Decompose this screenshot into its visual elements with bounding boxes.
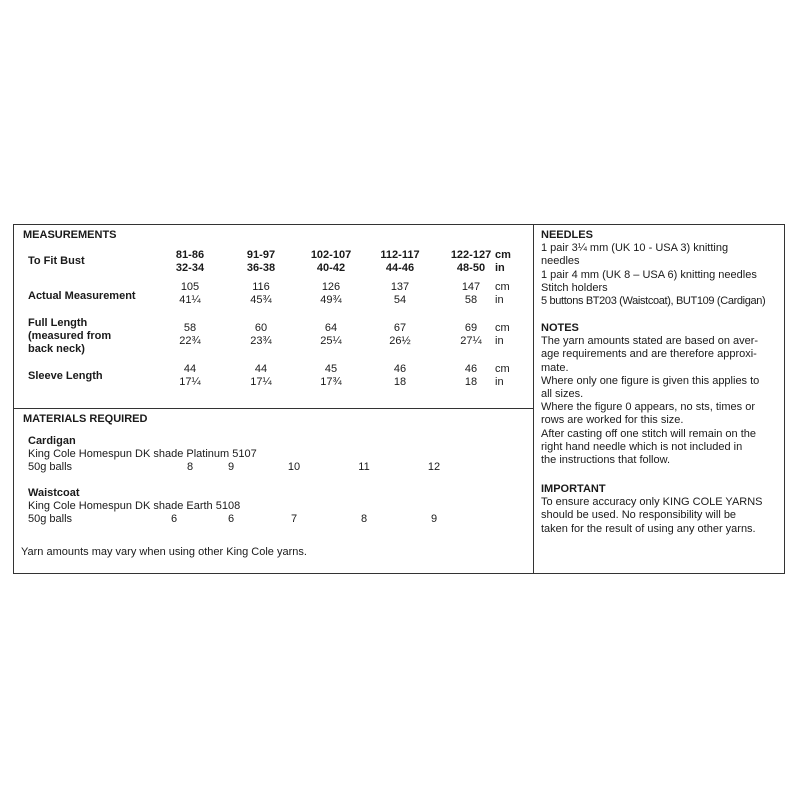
- yarn-note: Yarn amounts may vary when using other King Cole yarns.: [21, 546, 307, 558]
- notes-line: Where only one figure is given this applies to: [541, 374, 760, 387]
- unit-in: in: [495, 262, 505, 274]
- column-divider: [533, 225, 534, 573]
- actual-in-5: 58: [464, 294, 478, 306]
- size-in-5: 48-50: [456, 262, 486, 274]
- cardigan-yarn: King Cole Homespun DK shade Platinum 5107: [28, 448, 257, 460]
- length-cm-1: 58: [183, 322, 197, 334]
- size-in-1: 32-34: [175, 262, 205, 274]
- actual-cm-4: 137: [390, 281, 410, 293]
- sleeve-in-3: 17¾: [320, 376, 342, 388]
- important-section: [541, 483, 781, 536]
- needles-line: needles: [541, 255, 580, 268]
- waistcoat-balls-label: 50g balls: [28, 513, 73, 525]
- sleeve-in-4: 18: [393, 376, 407, 388]
- materials-title: MATERIALS REQUIRED: [23, 413, 148, 425]
- length-in-1: 22¾: [179, 335, 201, 347]
- row-label-full-length-1: Full Length: [28, 317, 88, 329]
- waistcoat-balls-1: 6: [170, 513, 178, 525]
- actual-unit-in: in: [495, 294, 504, 306]
- notes-line: right hand needle which is not included in: [541, 440, 743, 453]
- cardigan-balls-3: 10: [287, 461, 301, 473]
- needles-section: [541, 229, 781, 308]
- actual-cm-2: 116: [252, 281, 270, 293]
- pattern-info-panel: [13, 224, 785, 574]
- actual-in-3: 49¾: [320, 294, 342, 306]
- row-label-sleeve-length: Sleeve Length: [28, 370, 103, 382]
- notes-title: NOTES: [541, 322, 579, 334]
- important-line: To ensure accuracy only KING COLE YARNS: [541, 496, 763, 509]
- sleeve-cm-4: 46: [393, 363, 407, 375]
- section-divider: [14, 408, 533, 409]
- length-cm-3: 64: [324, 322, 338, 334]
- notes-section: [541, 322, 781, 467]
- actual-cm-1: 105: [180, 281, 200, 293]
- important-line: should be used. No responsibility will be: [541, 509, 737, 522]
- needles-line: 1 pair 3¼ mm (UK 10 - USA 3) knitting: [541, 242, 729, 255]
- row-label-to-fit-bust: To Fit Bust: [28, 255, 85, 267]
- waistcoat-balls-2: 6: [227, 513, 235, 525]
- notes-line: Where the figure 0 appears, no sts, times or: [541, 401, 755, 414]
- length-in-5: 27¼: [460, 335, 482, 347]
- notes-line: The yarn amounts stated are based on aver-: [541, 335, 759, 348]
- sleeve-in-5: 18: [464, 376, 478, 388]
- row-label-actual-measurement: Actual Measurement: [28, 290, 136, 302]
- row-label-full-length-2: (measured from: [28, 330, 112, 342]
- actual-unit-cm: cm: [495, 281, 510, 293]
- sleeve-cm-5: 46: [464, 363, 478, 375]
- row-label-full-length-3: back neck): [28, 343, 85, 355]
- actual-in-2: 45¾: [250, 294, 272, 306]
- size-cm-3: 102-107: [310, 249, 352, 261]
- size-cm-2: 91-97: [246, 249, 276, 261]
- size-in-3: 40-42: [316, 262, 346, 274]
- notes-line: After casting off one stitch will remain on the: [541, 427, 757, 440]
- size-cm-1: 81-86: [175, 249, 205, 261]
- actual-cm-5: 147: [461, 281, 481, 293]
- length-unit-cm: cm: [495, 322, 510, 334]
- cardigan-balls-label: 50g balls: [28, 461, 73, 473]
- cardigan-balls-2: 9: [227, 461, 235, 473]
- length-cm-4: 67: [393, 322, 407, 334]
- cardigan-balls-4: 11: [358, 461, 370, 473]
- notes-line: the instructions that follow.: [541, 454, 671, 467]
- length-in-2: 23¾: [250, 335, 272, 347]
- needles-line: 1 pair 4 mm (UK 8 – USA 6) knitting needles: [541, 268, 757, 281]
- measurements-title: MEASUREMENTS: [23, 229, 117, 241]
- notes-line: age requirements and are therefore approxi-: [541, 348, 757, 361]
- important-line: taken for the result of using any other yarns.: [541, 522, 756, 535]
- actual-in-4: 54: [393, 294, 407, 306]
- needles-line: Stitch holders: [541, 281, 608, 294]
- size-in-2: 36-38: [246, 262, 276, 274]
- size-cm-5: 122-127: [450, 249, 492, 261]
- needles-title: NEEDLES: [541, 229, 593, 241]
- cardigan-balls-1: 8: [186, 461, 194, 473]
- cardigan-title: Cardigan: [28, 435, 76, 447]
- waistcoat-balls-4: 8: [360, 513, 368, 525]
- actual-cm-3: 126: [321, 281, 341, 293]
- length-cm-2: 60: [254, 322, 268, 334]
- sleeve-unit-in: in: [495, 376, 504, 388]
- sleeve-cm-2: 44: [254, 363, 268, 375]
- sleeve-in-1: 17¼: [179, 376, 201, 388]
- notes-line: all sizes.: [541, 388, 584, 401]
- length-cm-5: 69: [464, 322, 478, 334]
- waistcoat-balls-5: 9: [430, 513, 438, 525]
- waistcoat-balls-3: 7: [290, 513, 298, 525]
- sleeve-cm-1: 44: [183, 363, 197, 375]
- important-title: IMPORTANT: [541, 483, 606, 495]
- size-in-4: 44-46: [385, 262, 415, 274]
- needles-line: 5 buttons BT203 (Waistcoat), BUT109 (Cardigan): [541, 295, 766, 308]
- length-in-4: 26½: [389, 335, 411, 347]
- notes-line: mate.: [541, 361, 569, 374]
- sleeve-in-2: 17¼: [250, 376, 272, 388]
- sleeve-cm-3: 45: [324, 363, 338, 375]
- waistcoat-yarn: King Cole Homespun DK shade Earth 5108: [28, 500, 241, 512]
- waistcoat-title: Waistcoat: [28, 487, 80, 499]
- sleeve-unit-cm: cm: [495, 363, 510, 375]
- length-in-3: 25¼: [320, 335, 342, 347]
- length-unit-in: in: [495, 335, 504, 347]
- notes-line: rows are worked for this size.: [541, 414, 684, 427]
- cardigan-balls-5: 12: [427, 461, 441, 473]
- unit-cm: cm: [495, 249, 511, 261]
- actual-in-1: 41¼: [179, 294, 201, 306]
- size-cm-4: 112-117: [380, 249, 420, 261]
